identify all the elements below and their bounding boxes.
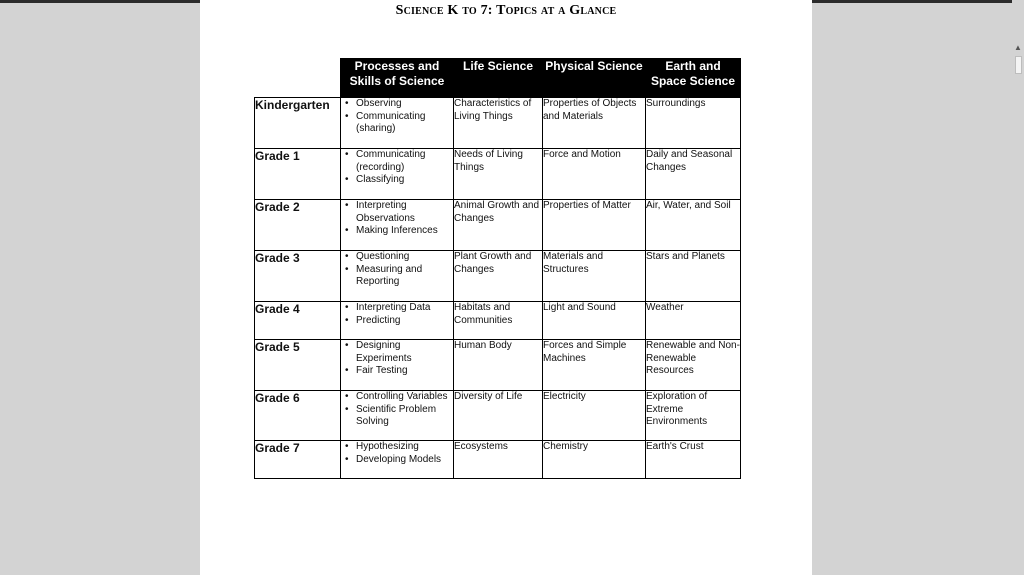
- scroll-up-arrow-icon[interactable]: ▲: [1014, 43, 1022, 52]
- skill-item: • Communicating (recording): [341, 149, 453, 174]
- table-header-row: [255, 59, 741, 98]
- table-row: [255, 200, 741, 251]
- skill-item: • Classifying: [341, 174, 453, 187]
- earth-science-cell: Weather: [646, 302, 741, 340]
- earth-science-cell: Renewable and Non-Renewable Resources: [646, 340, 741, 391]
- skill-item: • Scientific Problem Solving: [341, 404, 453, 429]
- physical-science-cell: Properties of Objects and Materials: [543, 98, 646, 149]
- skills-cell: [341, 200, 454, 251]
- physical-science-cell: Force and Motion: [543, 149, 646, 200]
- skills-cell: [341, 98, 454, 149]
- skill-item: • Interpreting Observations: [341, 200, 453, 225]
- earth-science-cell: Air, Water, and Soil: [646, 200, 741, 251]
- skill-item: • Hypothesizing: [341, 441, 453, 454]
- skill-item: • Designing Experiments: [341, 340, 453, 365]
- life-science-cell: Characteristics of Living Things: [454, 98, 543, 149]
- skill-item: • Questioning: [341, 251, 453, 264]
- table-row: [255, 251, 741, 302]
- table-row: [255, 340, 741, 391]
- column-header-earth-space-science: Earth and Space Science: [646, 59, 741, 98]
- table-row: [255, 441, 741, 479]
- grade-label: Grade 6: [255, 391, 341, 441]
- earth-science-cell: Daily and Seasonal Changes: [646, 149, 741, 200]
- document-page: [200, 0, 812, 575]
- skill-item: • Communicating (sharing): [341, 111, 453, 136]
- grade-label: Grade 4: [255, 302, 341, 340]
- column-header-processes: Processes and Skills of Science: [341, 59, 454, 98]
- earth-science-cell: Exploration of Extreme Environments: [646, 391, 741, 441]
- scrollbar-thumb[interactable]: [1015, 56, 1022, 74]
- skill-item: • Interpreting Data: [341, 302, 453, 315]
- column-header-physical-science: Physical Science: [543, 59, 646, 98]
- vertical-scrollbar[interactable]: [1012, 0, 1024, 575]
- earth-science-cell: Surroundings: [646, 98, 741, 149]
- life-science-cell: Plant Growth and Changes: [454, 251, 543, 302]
- skill-item: • Developing Models: [341, 454, 453, 467]
- skills-cell: [341, 391, 454, 441]
- life-science-cell: Human Body: [454, 340, 543, 391]
- table-row: [255, 391, 741, 441]
- physical-science-cell: Materials and Structures: [543, 251, 646, 302]
- skills-cell: [341, 251, 454, 302]
- physical-science-cell: Forces and Simple Machines: [543, 340, 646, 391]
- grade-label: Grade 1: [255, 149, 341, 200]
- physical-science-cell: Chemistry: [543, 441, 646, 479]
- earth-science-cell: Earth's Crust: [646, 441, 741, 479]
- grade-label: Grade 3: [255, 251, 341, 302]
- life-science-cell: Needs of Living Things: [454, 149, 543, 200]
- physical-science-cell: Light and Sound: [543, 302, 646, 340]
- table-row: [255, 98, 741, 149]
- document-title: Science K to 7: Topics at a Glance: [395, 3, 617, 18]
- skills-cell: [341, 302, 454, 340]
- column-header-life-science: Life Science: [454, 59, 543, 98]
- earth-science-cell: Stars and Planets: [646, 251, 741, 302]
- skill-item: • Fair Testing: [341, 365, 453, 378]
- skills-cell: [341, 149, 454, 200]
- topics-table: [254, 58, 741, 479]
- grade-label: Kindergarten: [255, 98, 341, 149]
- table-row: [255, 302, 741, 340]
- life-science-cell: Diversity of Life: [454, 391, 543, 441]
- skill-item: • Observing: [341, 98, 453, 111]
- physical-science-cell: Electricity: [543, 391, 646, 441]
- skill-item: • Predicting: [341, 315, 453, 328]
- skill-item: • Controlling Variables: [341, 391, 453, 404]
- life-science-cell: Habitats and Communities: [454, 302, 543, 340]
- skills-cell: [341, 441, 454, 479]
- life-science-cell: Ecosystems: [454, 441, 543, 479]
- skill-item: • Making Inferences: [341, 225, 453, 238]
- physical-science-cell: Properties of Matter: [543, 200, 646, 251]
- table-row: [255, 149, 741, 200]
- grade-label: Grade 2: [255, 200, 341, 251]
- skills-cell: [341, 340, 454, 391]
- grade-label: Grade 5: [255, 340, 341, 391]
- life-science-cell: Animal Growth and Changes: [454, 200, 543, 251]
- table-corner: [255, 59, 341, 98]
- grade-label: Grade 7: [255, 441, 341, 479]
- skill-item: • Measuring and Reporting: [341, 264, 453, 289]
